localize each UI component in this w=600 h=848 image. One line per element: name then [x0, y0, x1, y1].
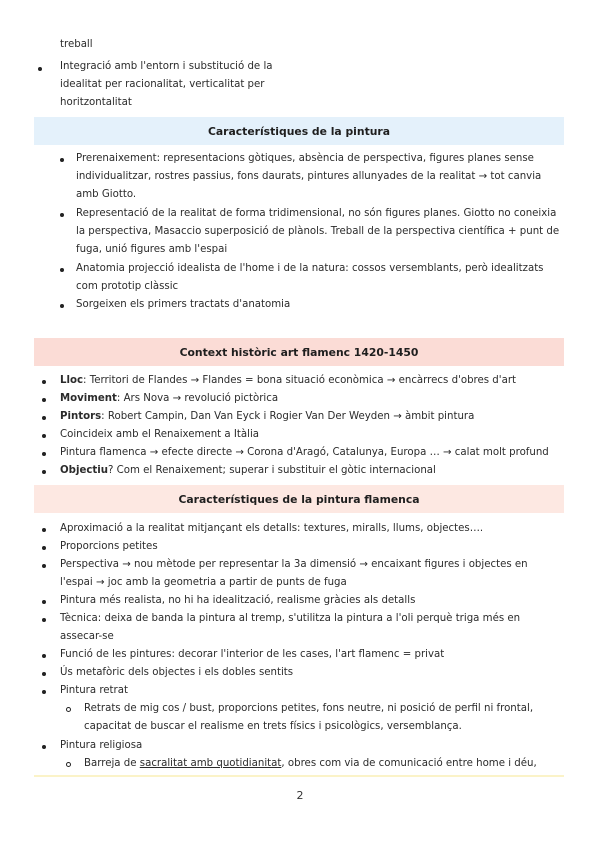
- text-line: treball: [60, 39, 93, 50]
- text-line: Retrats de mig cos / bust, proporcions petites, fons neutre, ni posició de perfil ni frontal,: [84, 703, 534, 714]
- bullet-dot: [38, 67, 42, 71]
- text-line: Representació de la realitat de forma tridimensional, no són figures planes. Giotto no coneixia: [76, 208, 557, 219]
- item-label: Objectiu: [60, 465, 109, 476]
- bullet-dot: [42, 528, 46, 532]
- text-line: Integració amb l'entorn i substitució de la: [60, 61, 273, 72]
- text-line: capacitat de buscar el realisme en trets físics i psicològics, versemblança.: [84, 721, 462, 732]
- item-text: Coincideix amb el Renaixement a Itàlia: [60, 429, 260, 440]
- bullet-dot: [42, 618, 46, 622]
- bullet-dot: [42, 546, 46, 550]
- text-line: com prototip clàssic: [76, 281, 179, 292]
- text-line: Aproximació a la realitat mitjançant els detalls: textures, miralls, llums, objectes….: [60, 523, 484, 534]
- item-text: Barreja de: [84, 758, 140, 769]
- text-line: fuga, unió figures amb l'espai: [76, 244, 228, 255]
- bullet-dot: [60, 158, 64, 162]
- text-line: horitzontalitat: [60, 97, 132, 108]
- section-heading: Característiques de la pintura: [34, 117, 564, 145]
- bullet-dot: [42, 380, 46, 384]
- item-label: Pintors: [60, 411, 102, 422]
- item-text: ? Com el Renaixement; superar i substituir el gòtic internacional: [108, 465, 436, 476]
- bullet-dot: [42, 398, 46, 402]
- underlined-text: sacralitat amb quotidianitat: [139, 758, 282, 769]
- text-line: la perspectiva, Masaccio superposició de plànols. Treball de la perspectiva científica + punt de: [76, 226, 560, 237]
- text-line: l'espai → joc amb la geometria a partir de punts de fuga: [60, 577, 347, 588]
- item-text: : Robert Campin, Dan Van Eyck i Rogier Van Der Weyden → àmbit pintura: [101, 411, 475, 422]
- page-number: 2: [296, 789, 304, 802]
- text-line: Anatomia projecció idealista de l'home i de la natura: cossos versemblants, però idealitzats: [76, 263, 544, 274]
- bullet-ring: [66, 707, 71, 712]
- highlight-strip: [34, 775, 564, 777]
- bullet-dot: [42, 416, 46, 420]
- item-label: Lloc: [60, 375, 84, 386]
- bullet-dot: [60, 304, 64, 308]
- text-line: Sorgeixen els primers tractats d'anatomia: [76, 299, 291, 310]
- text-line: Perspectiva → nou mètode per representar la 3a dimensió → encaixant figures i objectes en: [60, 559, 528, 570]
- item-text: , obres com via de comunicació entre home i déu,: [281, 758, 537, 769]
- text-line: amb Giotto.: [76, 189, 137, 200]
- bullet-dot: [42, 654, 46, 658]
- item-text: : Ars Nova → revolució pictòrica: [116, 393, 279, 404]
- item-text: : Territori de Flandes → Flandes = bona situació econòmica → encàrrecs d'obres d'art: [83, 375, 517, 386]
- text-line: individualitzar, rostres passius, fons daurats, pintures allunyades de la realitat → tot canvia: [76, 171, 542, 182]
- text-line: Prerenaixement: representacions gòtiques, absència de perspectiva, figures planes sense: [76, 153, 534, 164]
- bullet-dot: [42, 690, 46, 694]
- bullet-dot: [60, 268, 64, 272]
- text-line: Pintura més realista, no hi ha idealització, realisme gràcies als detalls: [60, 595, 416, 606]
- bullet-dot: [42, 452, 46, 456]
- bullet-dot: [42, 434, 46, 438]
- section-heading: Context històric art flamenc 1420-1450: [34, 338, 564, 366]
- bullet-dot: [42, 600, 46, 604]
- item-text: Pintura flamenca → efecte directe → Corona d'Aragó, Catalunya, Europa … → calat molt profund: [60, 447, 549, 458]
- text-line: Ús metafòric dels objectes i els dobles sentits: [60, 667, 294, 678]
- text-line: assecar-se: [60, 631, 114, 642]
- text-line: Proporcions petites: [60, 541, 158, 552]
- text-line: Pintura religiosa: [60, 740, 143, 751]
- bullet-dot: [42, 470, 46, 474]
- bullet-dot: [42, 672, 46, 676]
- bullet-ring: [66, 762, 71, 767]
- text-line: Pintura retrat: [60, 685, 128, 696]
- section-heading: Característiques de la pintura flamenca: [34, 485, 564, 513]
- bullet-dot: [42, 564, 46, 568]
- bullet-dot: [42, 745, 46, 749]
- bullet-dot: [60, 213, 64, 217]
- text-line: Tècnica: deixa de banda la pintura al tremp, s'utilitza la pintura a l'oli perquè triga més en: [60, 613, 521, 624]
- text-line: idealitat per racionalitat, verticalitat per: [60, 79, 265, 90]
- item-label: Moviment: [60, 393, 117, 404]
- text-line: Funció de les pintures: decorar l'interior de les cases, l'art flamenc = privat: [60, 649, 445, 660]
